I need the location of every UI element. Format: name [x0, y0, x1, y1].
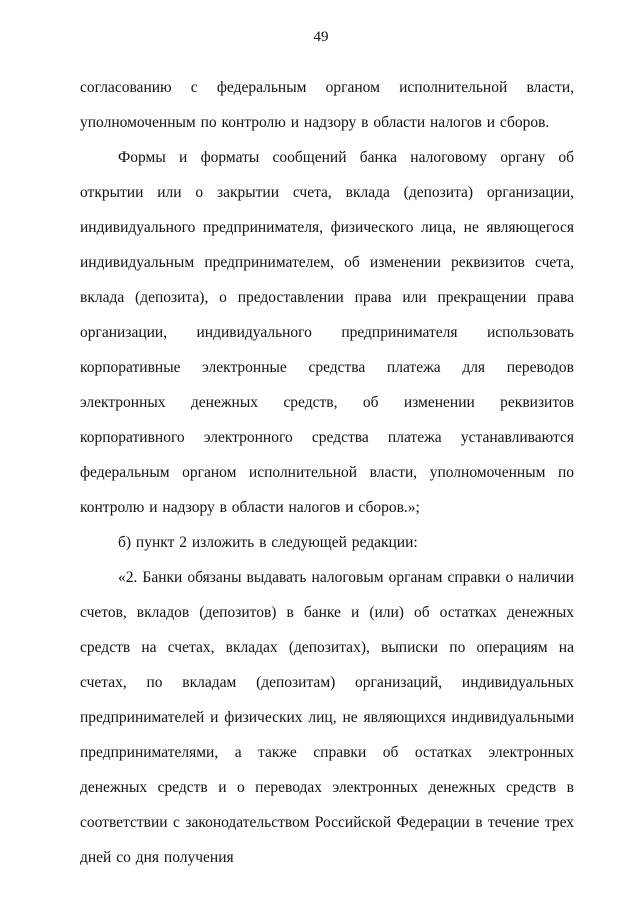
paragraph: Формы и форматы сообщений банка налоговому органу об открытии или о закрытии счета, вклада (депозита) организации, индивидуального предпринимателя, физического лица, не являющегося индивидуальным предпринимателем, об изменении реквизитов счета, вклада (депозита), о предоставлении права или прекращении права организации, индивидуального предпринимателя использовать корпоративные электронные средства платежа для переводов электронных денежных средств, об изменении реквизитов корпоративного электронного средства платежа устанавливаются федеральным органом исполнительной власти, уполномоченным по контролю и надзору в области налогов и сборов.»;: [80, 149, 574, 516]
page-number: 49: [313, 29, 329, 45]
paragraph: согласованию с федеральным органом исполнительной власти, уполномоченным по контролю и надзору в области налогов и сборов.: [80, 79, 574, 131]
paragraph: б) пункт 2 изложить в следующей редакции:: [118, 534, 418, 551]
paragraph: «2. Банки обязаны выдавать налоговым органам справки о наличии счетов, вкладов (депозитов) в банке и (или) об остатках денежных средств на счетах, вкладах (депозитах), выписки по операциям на счетах, по вкладам (депозитам) организаций, индивидуальных предпринимателей и физических лиц, не являющихся индивидуальными предпринимателями, а также справки об остатках электронных денежных средств и о переводах электронных денежных средств в соответствии с законодательством Российской Федерации в течение трех дней со дня получения: [80, 569, 574, 866]
document-body: [80, 70, 574, 875]
